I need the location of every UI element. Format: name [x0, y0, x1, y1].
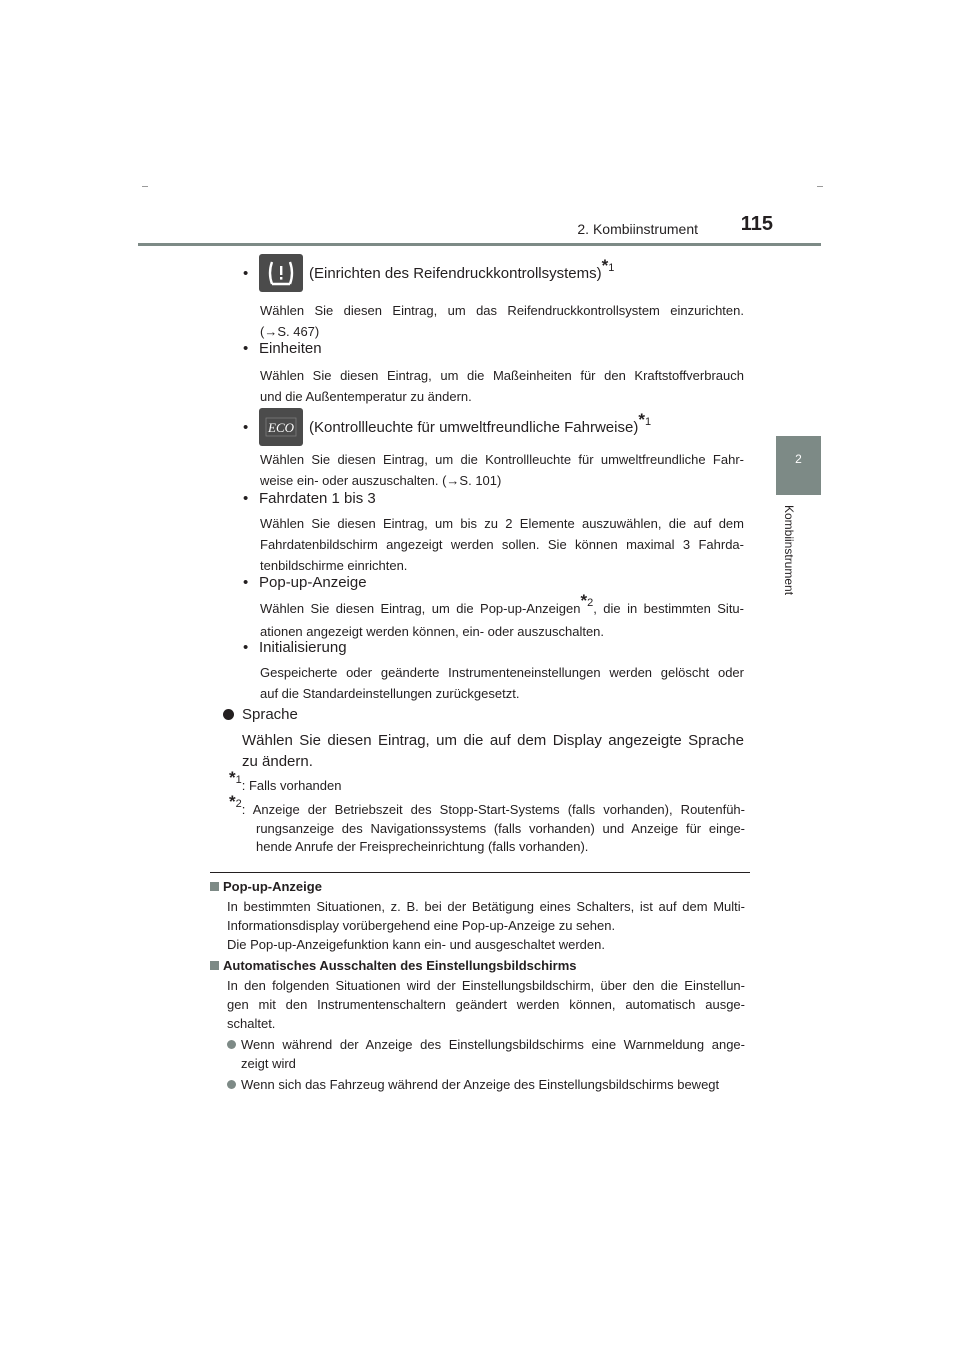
- list-item: Wenn während der Anzeige des Einstellungsbildschirms eine Warnmeldung ange- zeigt wird: [227, 1035, 745, 1073]
- section-divider: [210, 872, 750, 873]
- footnote-ref: *1: [601, 256, 615, 275]
- tire-pressure-icon: [259, 254, 303, 292]
- list-item: [243, 408, 651, 446]
- item-title: (Kontrollleuchte für umweltfreundliche Fahrweise): [309, 418, 639, 436]
- bullet-circle: [223, 709, 234, 720]
- item-description: Wählen Sie diesen Eintrag, um bis zu 2 Elemente auszuwählen, die auf dem Fahrdatenbildschirm angezeigt werden sollen. Sie können maximal 3 Fahrda- tenbildschirme einrichten.: [260, 516, 744, 573]
- bullet: •: [243, 264, 249, 282]
- item-title: Pop-up-Anzeige: [259, 574, 367, 591]
- bullet: •: [243, 490, 249, 507]
- footnote: $^{*1}$: Falls vorhanden: [229, 768, 342, 793]
- list-item: Wenn sich das Fahrzeug während der Anzeige des Einstellungsbildschirms bewegt: [227, 1075, 745, 1094]
- bullet: •: [243, 574, 249, 591]
- list-item: [243, 254, 614, 292]
- item-description: Wählen Sie diesen Eintrag, um die Kontrollleuchte für umweltfreundliche Fahr- weise ein- oder auszuschalten. (→S. 101): [260, 452, 744, 488]
- bullet-circle: [227, 1080, 236, 1089]
- item-description: Wählen Sie diesen Eintrag, um die Maßeinheiten für den Kraftstoffverbrauch und die Außentemperatur zu ändern.: [260, 368, 744, 404]
- sprache-item: [223, 706, 298, 723]
- bullet-circle: [227, 1040, 236, 1049]
- footnote: $^{*2}$: Anzeige der Betriebszeit des Stopp-Start-Systems (falls vorhanden), Routenfüh- rungsanzeige des Navigationssystems (falls vorhanden) und Anzeige für einge- hende Anrufe der Freisprecheinrichtung (falls vorhanden).: [229, 792, 745, 854]
- footnote-ref: *1: [638, 410, 652, 429]
- page-number: 115: [740, 213, 773, 235]
- bullet: •: [243, 418, 249, 436]
- list-item: [243, 574, 367, 591]
- item-description: Wählen Sie diesen Eintrag, um die Pop-up-Anzeigen$^{*2}$, die in bestimmten Situ- ationen angezeigt werden können, ein- oder auszuschalten.: [260, 591, 744, 639]
- item-title: Einheiten: [259, 340, 322, 357]
- list-item: [243, 490, 376, 507]
- footnote-ref: *2: [580, 591, 594, 610]
- section-body: In bestimmten Situationen, z. B. bei der Betätigung eines Schalters, ist auf dem Multi- Informationsdisplay vorübergehend eine Pop-up-Anzeige zu sehen. Die Pop-up-Anzeigefunktion kann ein- und ausgeschaltet werden.: [227, 899, 745, 952]
- crop-mark: [817, 186, 823, 187]
- eco-icon-text: ECO: [268, 420, 294, 435]
- section-body: In den folgenden Situationen wird der Einstellungsbildschirm, über den die Einstellun- gen mit den Instrumentenschaltern geändert werden können, automatisch ausge- schaltet.: [227, 978, 745, 1031]
- item-title: Initialisierung: [259, 639, 347, 656]
- square-bullet: [210, 961, 219, 970]
- crop-mark: [142, 186, 148, 187]
- bullet: •: [243, 340, 249, 357]
- sprache-description: Wählen Sie diesen Eintrag, um die auf dem Display angezeigte Sprache zu ändern.: [242, 732, 744, 770]
- header-rule: [138, 243, 821, 246]
- item-title: Fahrdaten 1 bis 3: [259, 490, 376, 507]
- list-item: [243, 340, 322, 357]
- list-item: [243, 639, 347, 656]
- item-title: (Einrichten des Reifendruckkontrollsystems): [309, 264, 602, 282]
- chapter-tab: 2: [776, 436, 821, 495]
- square-bullet: [210, 882, 219, 891]
- section-title: Pop-up-Anzeige: [210, 879, 322, 894]
- eco-icon: [259, 408, 303, 446]
- bullet: •: [243, 639, 249, 656]
- item-description: Gespeicherte oder geänderte Instrumenteneinstellungen werden gelöscht oder auf die Standardeinstellungen zurückgesetzt.: [260, 665, 744, 701]
- sprache-title: Sprache: [242, 706, 298, 723]
- chapter-tab-label: Kombiinstrument: [782, 505, 796, 596]
- item-description: Wählen Sie diesen Eintrag, um das Reifendruckkontrollsystem einzurichten. (→S. 467): [260, 303, 744, 339]
- section-title: Automatisches Ausschalten des Einstellungsbildschirms: [210, 958, 577, 973]
- chapter-title: 2. Kombiinstrument: [577, 221, 698, 237]
